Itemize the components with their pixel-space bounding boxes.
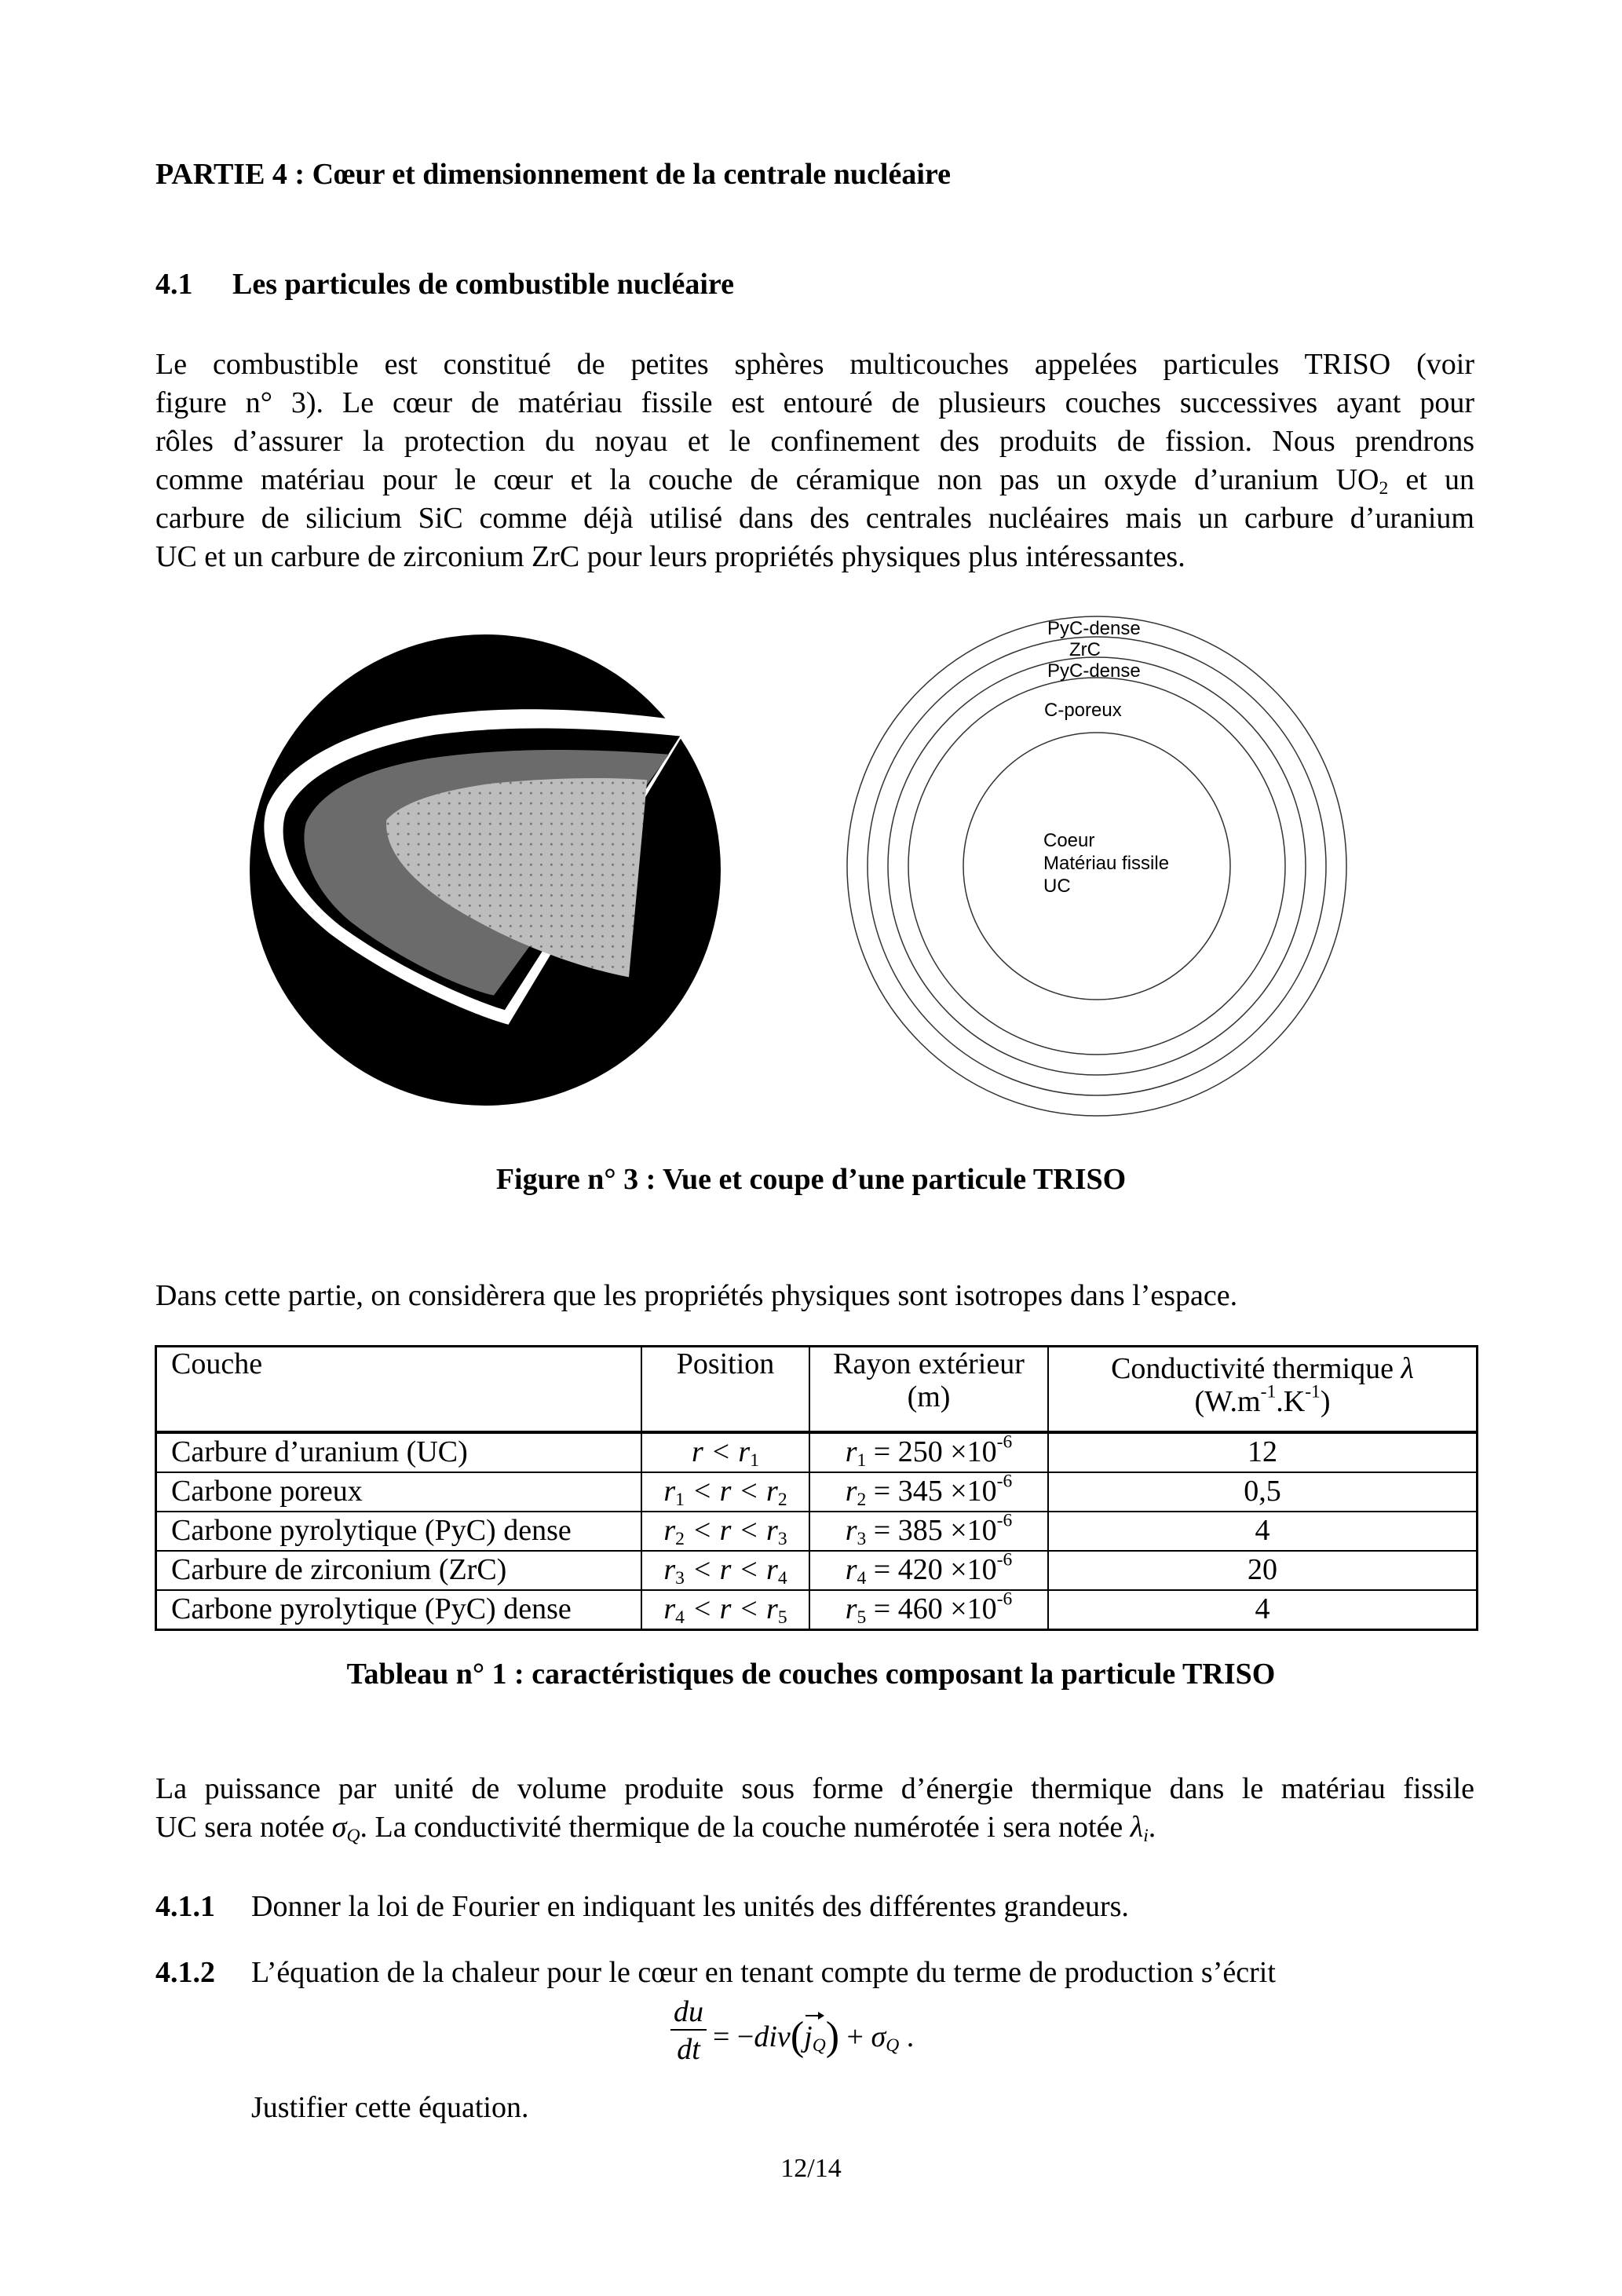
superscript: -6 xyxy=(996,1549,1013,1570)
fraction-numerator: du xyxy=(674,1995,703,2028)
position-text: < r < r xyxy=(684,1514,778,1547)
page-number: 12/14 xyxy=(780,2154,842,2183)
flux-symbol: j xyxy=(804,2020,813,2053)
subscript: 1 xyxy=(857,1450,867,1471)
fraction-du-dt xyxy=(669,1994,708,2065)
table-row xyxy=(156,1590,1478,1630)
header-text: Position xyxy=(676,1347,775,1380)
paragraph-text: comme matériau pour le cœur et la couche de céramique non pas un oxyde d’uranium UO xyxy=(155,463,1379,496)
figure-caption: Figure n° 3 : Vue et coupe d’une particule TRISO xyxy=(495,1163,1127,1196)
lambda-symbol: λ xyxy=(1401,1352,1414,1385)
subscript: 2 xyxy=(1379,477,1389,499)
justify-instruction: Justifier cette équation. xyxy=(251,2091,529,2124)
header-text: Rayon extérieur xyxy=(833,1347,1025,1380)
subscript: 5 xyxy=(857,1607,867,1628)
superscript: -1 xyxy=(1260,1381,1277,1402)
layers-table xyxy=(155,1345,1478,1631)
fraction-denominator: dt xyxy=(677,2033,700,2066)
question-4-1-1 xyxy=(155,1889,1129,1924)
paragraph-text: UC sera notée xyxy=(155,1811,332,1844)
header-position xyxy=(641,1347,809,1433)
subscript: 3 xyxy=(857,1528,867,1549)
paragraph-text: . xyxy=(1148,1811,1156,1844)
table-row xyxy=(156,1432,1478,1472)
question-4-1-2 xyxy=(155,1955,1276,1990)
cell-couche: Carbone poreux xyxy=(156,1472,642,1512)
subscript: 5 xyxy=(777,1607,787,1628)
radius-var: r xyxy=(845,1475,857,1508)
part-title: PARTIE 4 : Cœur et dimensionnement de la centrale nucléaire xyxy=(155,158,951,191)
cell-couche: Carbone pyrolytique (PyC) dense xyxy=(156,1590,642,1630)
table-caption: Tableau n° 1 : caractéristiques de couches composant la particule TRISO xyxy=(346,1658,1276,1691)
header-text: Conductivité thermique xyxy=(1111,1352,1401,1385)
question-number: 4.1.2 xyxy=(155,1956,215,1989)
radius-value: = 250 ×10 xyxy=(866,1435,997,1468)
close-paren: ) xyxy=(825,2014,840,2059)
cell-position xyxy=(641,1590,809,1630)
cell-position xyxy=(641,1551,809,1590)
subscript: Q xyxy=(886,2035,900,2056)
subscript: 2 xyxy=(777,1489,787,1510)
subscript: 1 xyxy=(675,1489,685,1510)
subscript: 2 xyxy=(857,1489,867,1510)
paragraph-line xyxy=(155,461,1474,499)
position-text: < r < r xyxy=(684,1592,778,1625)
vector-arrow-icon xyxy=(804,2020,826,2054)
cell-conductivite: 4 xyxy=(1048,1590,1478,1630)
question-number: 4.1.1 xyxy=(155,1890,215,1923)
superscript: -6 xyxy=(996,1431,1013,1453)
label-core-material: Matériau fissile xyxy=(1043,853,1170,874)
header-conductivite xyxy=(1048,1347,1478,1433)
paragraph-line: rôles d’assurer la protection du noyau et le confinement des produits de fission. Nous prendrons xyxy=(155,425,1474,458)
radius-value: = 420 ×10 xyxy=(866,1553,997,1586)
label-inner-pyc: PyC-dense xyxy=(1047,660,1141,682)
paragraph-line: La puissance par unité de volume produite sous forme d’énergie thermique dans le matériau fissile xyxy=(155,1772,1474,1805)
section-title: Les particules de combustible nucléaire xyxy=(232,268,734,301)
superscript: -6 xyxy=(996,1510,1013,1531)
equals-sign: = − xyxy=(713,2020,754,2053)
subscript: 2 xyxy=(675,1528,685,1549)
period: . xyxy=(899,2020,915,2053)
subscript: 4 xyxy=(857,1567,867,1589)
question-text: Donner la loi de Fourier en indiquant les unités des différentes grandeurs. xyxy=(251,1890,1129,1923)
cell-couche: Carbure d’uranium (UC) xyxy=(156,1432,642,1472)
header-unit: (W.m xyxy=(1194,1385,1261,1418)
cell-rayon xyxy=(809,1472,1048,1512)
label-outer-pyc: PyC-dense xyxy=(1047,618,1141,639)
paragraph-line: Le combustible est constitué de petites sphères multicouches appelées particules TRISO (voir xyxy=(155,348,1474,381)
subscript: 1 xyxy=(750,1450,759,1471)
header-unit: (m) xyxy=(907,1380,951,1413)
cell-rayon xyxy=(809,1551,1048,1590)
table-row xyxy=(156,1512,1478,1551)
radius-var: r xyxy=(845,1435,857,1468)
table-header-row xyxy=(156,1347,1478,1433)
position-text: r < r xyxy=(692,1435,751,1468)
paragraph-text: et un xyxy=(1388,463,1474,496)
cell-conductivite: 20 xyxy=(1048,1551,1478,1590)
radius-value: = 460 ×10 xyxy=(866,1592,997,1625)
header-rayon xyxy=(809,1347,1048,1433)
label-porous: C-poreux xyxy=(1044,700,1122,721)
plus-sign: + xyxy=(839,2020,871,2053)
table-row xyxy=(156,1472,1478,1512)
intro-paragraph xyxy=(155,345,1474,576)
position-text: < r < r xyxy=(684,1553,778,1586)
position-text: r xyxy=(663,1553,676,1586)
cell-position xyxy=(641,1432,809,1472)
triso-cross-section-diagram xyxy=(842,611,1352,1121)
paragraph-line: figure n° 3). Le cœur de matériau fissile est entouré de plusieurs couches successives ayant pour xyxy=(155,386,1474,419)
div-operator: div xyxy=(754,2020,791,2053)
lambda-symbol: λ xyxy=(1130,1811,1144,1844)
paragraph-line: carbure de silicium SiC comme déjà utilisé dans des centrales nucléaires mais un carbure d’uranium xyxy=(155,502,1474,535)
open-paren: ( xyxy=(790,2014,805,2059)
position-text: r xyxy=(663,1475,676,1508)
radius-var: r xyxy=(845,1514,857,1547)
subscript: 3 xyxy=(675,1567,685,1589)
cell-rayon xyxy=(809,1432,1048,1472)
heat-equation xyxy=(669,1994,999,2081)
position-text: < r < r xyxy=(684,1475,778,1508)
label-zrc: ZrC xyxy=(1069,639,1101,660)
paragraph-text: . La conductivité thermique de la couche numérotée i sera notée xyxy=(360,1811,1131,1844)
cell-position xyxy=(641,1512,809,1551)
cell-rayon xyxy=(809,1590,1048,1630)
cell-position xyxy=(641,1472,809,1512)
cell-conductivite: 0,5 xyxy=(1048,1472,1478,1512)
subscript: 4 xyxy=(777,1567,787,1589)
label-core-uc: UC xyxy=(1043,876,1071,897)
radius-value: = 385 ×10 xyxy=(866,1514,997,1547)
sigma-symbol: σ xyxy=(871,2020,886,2053)
position-text: r xyxy=(663,1592,676,1625)
subscript: i xyxy=(1143,1825,1149,1846)
superscript: -6 xyxy=(996,1471,1013,1492)
paragraph-line: UC et un carbure de zirconium ZrC pour leurs propriétés physiques plus intéressantes. xyxy=(155,540,1185,573)
subscript: Q xyxy=(346,1825,360,1846)
subscript: 4 xyxy=(675,1607,685,1628)
cell-couche: Carbone pyrolytique (PyC) dense xyxy=(156,1512,642,1551)
table-row xyxy=(156,1551,1478,1590)
subscript: Q xyxy=(812,2035,826,2056)
header-couche xyxy=(156,1347,642,1433)
cell-couche: Carbure de zirconium (ZrC) xyxy=(156,1551,642,1590)
subscript: 3 xyxy=(777,1528,787,1549)
superscript: -1 xyxy=(1305,1381,1321,1402)
section-number: 4.1 xyxy=(155,268,193,301)
power-paragraph xyxy=(155,1770,1474,1847)
section-heading xyxy=(155,267,734,302)
cell-conductivite: 12 xyxy=(1048,1432,1478,1472)
position-text: r xyxy=(663,1514,676,1547)
superscript: -6 xyxy=(996,1589,1013,1610)
particle-cutaway-illustration xyxy=(250,634,721,1106)
isotropy-sentence: Dans cette partie, on considèrera que les propriétés physiques sont isotropes dans l’espace. xyxy=(155,1279,1238,1312)
header-text: Couche xyxy=(171,1347,263,1380)
equation-rhs xyxy=(713,2013,914,2060)
radius-var: r xyxy=(845,1553,857,1586)
label-core: Coeur xyxy=(1043,830,1095,851)
sigma-symbol: σ xyxy=(331,1811,347,1844)
triso-particle-view-image xyxy=(250,634,721,1106)
radius-value: = 345 ×10 xyxy=(866,1475,997,1508)
header-unit: ) xyxy=(1320,1385,1331,1418)
cell-conductivite: 4 xyxy=(1048,1512,1478,1551)
paragraph-line xyxy=(155,1808,1474,1847)
header-unit: .K xyxy=(1276,1385,1306,1418)
cell-rayon xyxy=(809,1512,1048,1551)
question-text: L’équation de la chaleur pour le cœur en tenant compte du terme de production s’écrit xyxy=(251,1956,1276,1989)
radius-var: r xyxy=(845,1592,857,1625)
